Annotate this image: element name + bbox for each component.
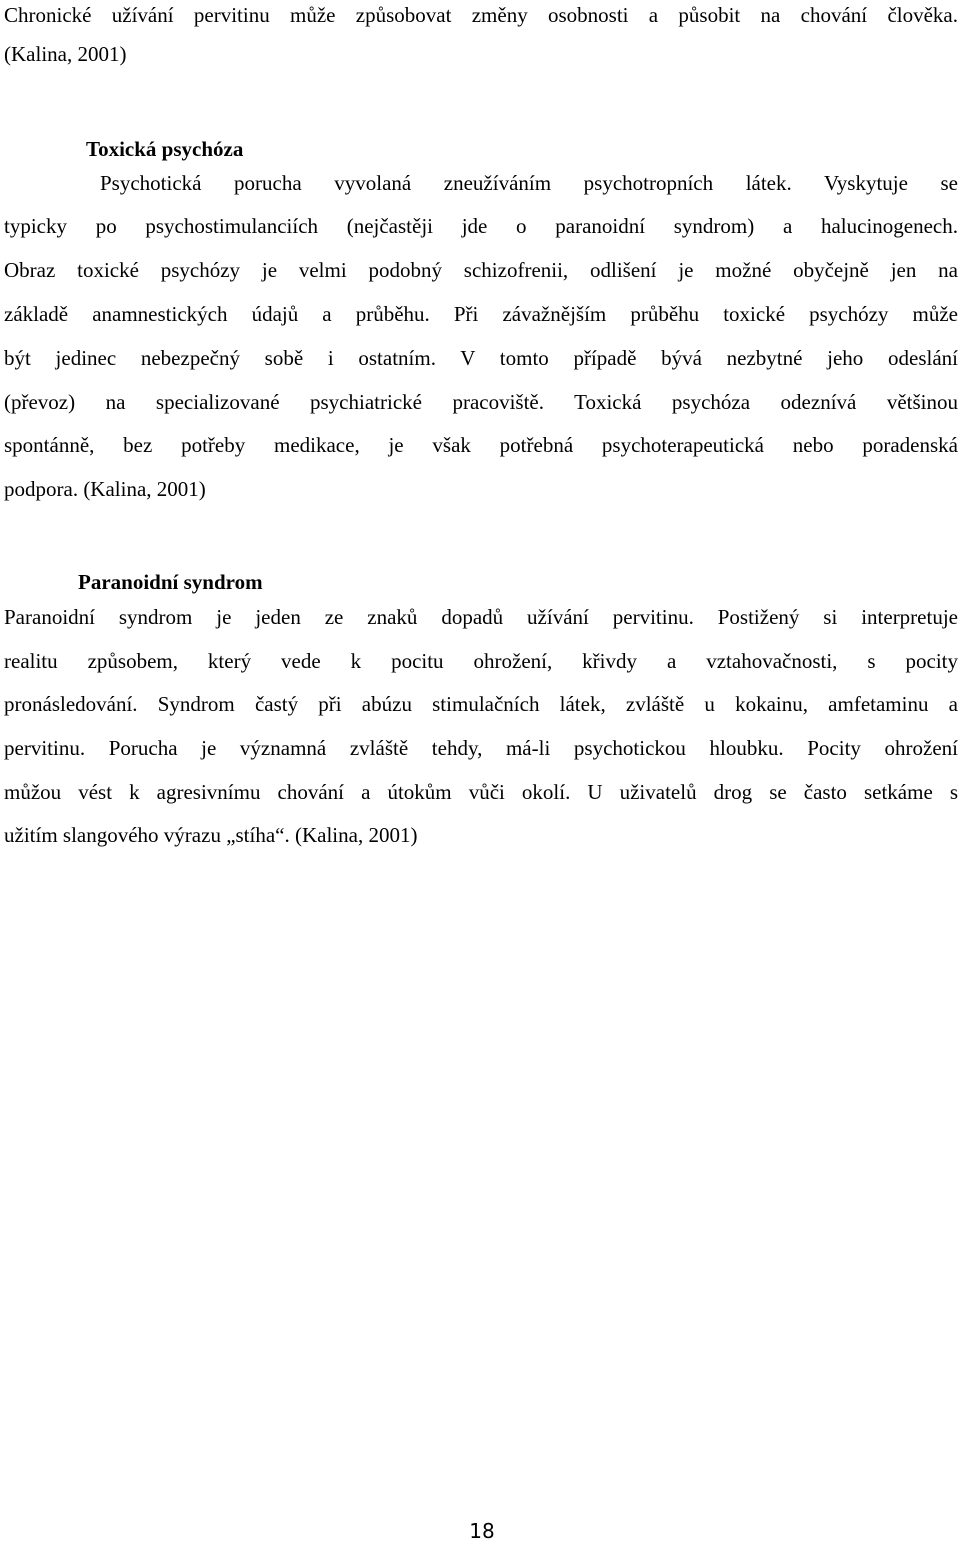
section1-line-7: spontánně, bez potřeby medikace, je však potřebná psychoterapeutická nebo poradenská (4, 433, 958, 457)
section2-line-5: můžou vést k agresivnímu chování a útokům vůči okolí. U uživatelů drog se často setkáme s (4, 780, 958, 804)
section2-line-4: pervitinu. Porucha je významná zvláště tehdy, má-li psychotickou hloubku. Pocity ohrožení (4, 736, 958, 760)
section1-line-3: Obraz toxické psychózy je velmi podobný schizofrenii, odlišení je možné obyčejně jen na (4, 258, 958, 282)
section2-line-6: užitím slangového výrazu „stíha“. (Kalina, 2001) (4, 823, 418, 847)
intro-line-1: Chronické užívání pervitinu může způsobovat změny osobnosti a působit na chování člověka. (4, 3, 958, 27)
section1-line-8: podpora. (Kalina, 2001) (4, 477, 206, 501)
intro-line-2: (Kalina, 2001) (4, 42, 127, 66)
section1-line-5: být jedinec nebezpečný sobě i ostatním. V tomto případě bývá nezbytné jeho odeslání (4, 346, 958, 370)
section-heading-paranoidni-syndrom: Paranoidní syndrom (78, 570, 263, 594)
section1-line-2: typicky po psychostimulanciích (nejčastěji jde o paranoidní syndrom) a halucinogenech. (4, 214, 958, 238)
section-heading-toxicka-psychoza: Toxická psychóza (86, 137, 244, 161)
section1-line-1: Psychotická porucha vyvolaná zneužíváním psychotropních látek. Vyskytuje se (100, 171, 958, 195)
section1-line-4: základě anamnestických údajů a průběhu. Při závažnějším průběhu toxické psychózy může (4, 302, 958, 326)
section2-line-2: realitu způsobem, který vede k pocitu ohrožení, křivdy a vztahovačnosti, s pocity (4, 649, 958, 673)
section2-line-1: Paranoidní syndrom je jeden ze znaků dopadů užívání pervitinu. Postižený si interpretuje (4, 605, 958, 629)
section1-line-6: (převoz) na specializované psychiatrické pracoviště. Toxická psychóza odeznívá většinou (4, 390, 958, 414)
section2-line-3: pronásledování. Syndrom častý při abúzu stimulačních látek, zvláště u kokainu, amfetaminu a (4, 692, 958, 716)
page-number: 18 (469, 1519, 495, 1543)
